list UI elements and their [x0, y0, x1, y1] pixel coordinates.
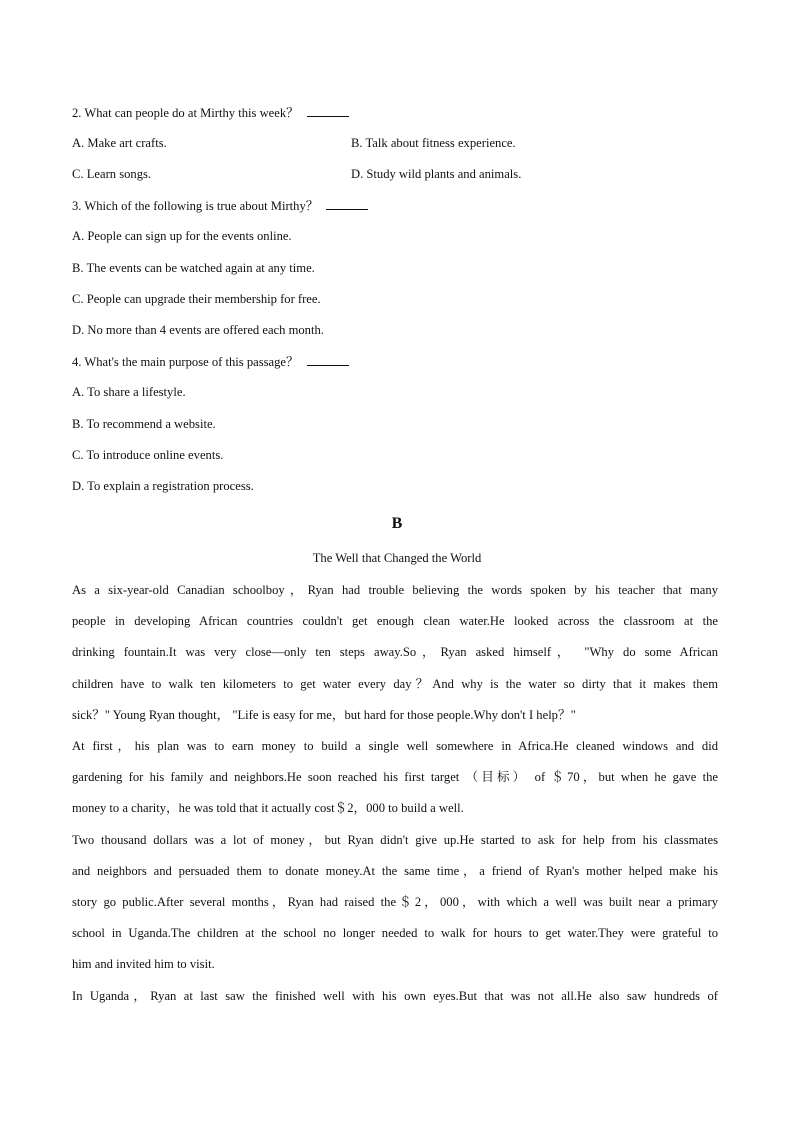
question-3-option-b: B. The events can be watched again at any time.	[72, 261, 315, 275]
passage-line: Two thousand dollars was a lot of money，but Ryan didn't give up.He started to ask for help from his classmates	[72, 833, 718, 847]
question-2-text: 2. What can people do at Mirthy this week？	[72, 106, 299, 120]
passage-line: him and invited him to visit.	[72, 957, 215, 971]
question-2-stem	[72, 104, 349, 121]
question-4-option-a: A. To share a lifestyle.	[72, 385, 186, 399]
question-2-option-c: C. Learn songs.	[72, 167, 152, 181]
passage-line: story go public.After several months，Ryan had raised the＄2，000，with which a well was built near a primary	[72, 895, 718, 909]
passage-line: people in developing African countries couldn't get enough clean water.He looked across the classroom at the	[72, 614, 718, 628]
passage-line: money to a charity，he was told that it actually cost＄2，000 to build a well.	[72, 801, 464, 815]
question-3-option-c: C. People can upgrade their membership for free.	[72, 292, 321, 306]
question-3-text: 3. Which of the following is true about Mirthy？	[72, 199, 319, 213]
question-4-option-d: D. To explain a registration process.	[72, 479, 254, 493]
passage-line: In Uganda，Ryan at last saw the finished well with his own eyes.But that was not all.He also saw hundreds of	[72, 989, 718, 1003]
passage-line: children have to walk ten kilometers to get water every day？And why is the water so dirty that it makes them	[72, 677, 718, 691]
question-2-option-b: B. Talk about fitness experience.	[351, 136, 516, 150]
question-4-text: 4. What's the main purpose of this passage？	[72, 355, 299, 369]
answer-blank-3[interactable]	[326, 197, 368, 210]
question-2-option-a: A. Make art crafts.	[72, 136, 167, 150]
question-4-option-b: B. To recommend a website.	[72, 417, 216, 431]
passage-line: school in Uganda.The children at the school no longer needed to walk for hours to get water.They were grateful to	[72, 926, 718, 940]
question-2-option-d: D. Study wild plants and animals.	[351, 167, 522, 181]
passage-line: drinking fountain.It was very close—only ten steps away.So，Ryan asked himself， "Why do some African	[72, 645, 718, 659]
passage-line: At first，his plan was to earn money to build a single well somewhere in Africa.He cleaned windows and did	[72, 739, 718, 753]
passage-line: sick？" Young Ryan thought， "Life is easy for me，but hard for those people.Why don't I help？"	[72, 708, 576, 722]
passage-title: The Well that Changed the World	[312, 551, 482, 565]
passage-line: gardening for his family and neighbors.He soon reached his first target （目标） of ＄70，but when he gave the	[72, 770, 718, 784]
question-4-stem	[72, 353, 349, 370]
question-4-option-c: C. To introduce online events.	[72, 448, 224, 462]
question-3-option-d: D. No more than 4 events are offered each month.	[72, 323, 324, 337]
answer-blank-4[interactable]	[307, 353, 349, 366]
passage-line: As a six-year-old Canadian schoolboy，Ryan had trouble believing the words spoken by his teacher that many	[72, 583, 718, 597]
answer-blank-2[interactable]	[307, 104, 349, 117]
question-3-stem	[72, 197, 368, 214]
question-3-option-a: A. People can sign up for the events online.	[72, 229, 292, 243]
passage-line: and neighbors and persuaded them to donate money.At the same time，a friend of Ryan's mother helped make his	[72, 864, 718, 878]
section-letter: B	[391, 515, 403, 532]
